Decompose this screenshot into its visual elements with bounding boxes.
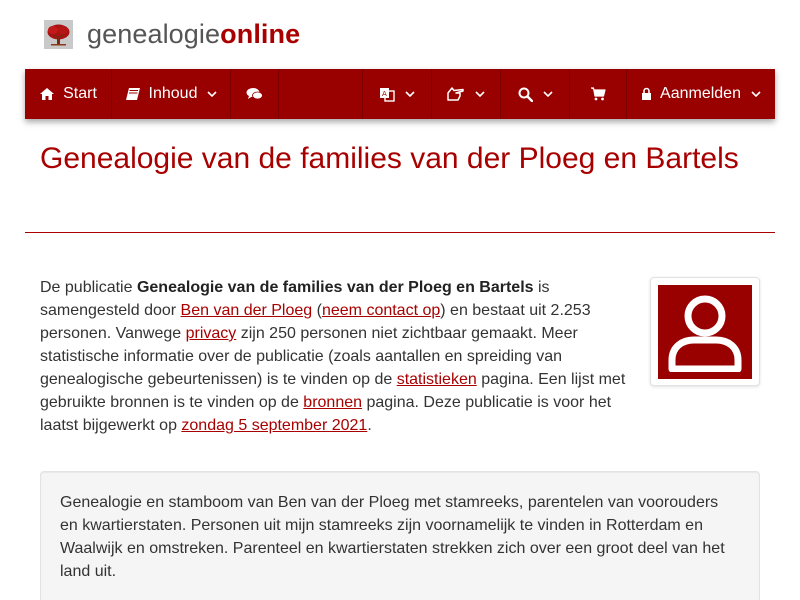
publication-description	[40, 471, 760, 600]
nav-actions[interactable]	[432, 69, 501, 119]
sources-link[interactable]: bronnen	[303, 394, 363, 411]
chevron-down-icon	[751, 91, 761, 98]
avatar	[658, 285, 752, 379]
contact-link[interactable]: neem contact op	[321, 302, 441, 319]
description-text: Genealogie en stamboom van Ben van der Ploeg met stamreeks, parentelen van voorouders en kwartierstaten. Personen uit mijn stamreeks zijn voornamelijk te vinden in Rotterdam en Waalwijk en omstreken. Parenteel en kwartierstaten strekken zich over een groot deel van het land uit.	[60, 494, 725, 580]
publication-title: Genealogie van de families van der Ploeg en Bartels	[136, 279, 534, 296]
main-navbar	[25, 69, 775, 119]
logo-text	[87, 19, 300, 50]
language-icon	[379, 87, 395, 102]
nav-inhoud-label: Inhoud	[148, 85, 198, 102]
privacy-link[interactable]: privacy	[185, 325, 237, 342]
nav-login-label: Aanmelden	[660, 85, 741, 102]
comments-icon	[246, 87, 263, 101]
statistics-link[interactable]: statistieken	[396, 371, 477, 388]
intro-text: pagina. Deze publicatie is voor het laatst bijgewerkt op	[40, 394, 612, 434]
logo-text-plain: genealogie	[87, 18, 221, 49]
home-icon	[39, 87, 55, 101]
nav-spacer	[279, 69, 363, 119]
site-logo[interactable]	[44, 16, 300, 52]
intro-text: .	[367, 417, 372, 434]
author-link[interactable]: Ben van der Ploeg	[180, 302, 313, 319]
search-icon	[518, 87, 533, 102]
hand-pointer-icon	[447, 87, 465, 101]
nav-comments[interactable]	[231, 69, 279, 119]
lock-icon	[641, 87, 652, 101]
svg-text:A: A	[382, 89, 387, 98]
nav-start-label: Start	[63, 85, 97, 102]
title-divider	[25, 232, 775, 233]
intro-text: ) en bestaat uit 2.253 personen. Vanwege	[40, 302, 591, 342]
last-updated-link[interactable]: zondag 5 september 2021	[181, 417, 368, 434]
publication-intro	[40, 276, 640, 437]
intro-text: (	[312, 302, 322, 319]
nav-login[interactable]	[627, 69, 775, 119]
nav-start[interactable]	[25, 69, 112, 119]
nav-cart[interactable]	[570, 69, 627, 119]
chevron-down-icon	[543, 91, 553, 98]
intro-text: De publicatie	[40, 279, 137, 296]
tree-icon	[44, 20, 73, 49]
author-avatar-frame[interactable]	[650, 277, 760, 386]
nav-language[interactable]	[363, 69, 432, 119]
cart-icon	[590, 87, 606, 101]
intro-text: zijn 250 personen niet zichtbaar gemaakt. Meer statistische informatie over de publicatie (zoals aantallen en spreiding van genealogische gebeurtenissen) is te vinden op de	[40, 325, 578, 388]
logo-text-accent: online	[220, 18, 301, 49]
user-icon	[666, 292, 744, 372]
page-title: Genealogie van de families van der Ploeg en Bartels	[40, 142, 739, 175]
chevron-down-icon	[405, 91, 415, 98]
chevron-down-icon	[475, 91, 485, 98]
nav-search[interactable]	[501, 69, 570, 119]
chevron-down-icon	[207, 91, 217, 98]
intro-text: pagina. Een lijst met gebruikte bronnen is te vinden op de	[40, 371, 626, 411]
nav-inhoud[interactable]	[112, 69, 231, 119]
intro-text: is samengesteld door	[40, 279, 550, 319]
book-icon	[125, 87, 141, 101]
